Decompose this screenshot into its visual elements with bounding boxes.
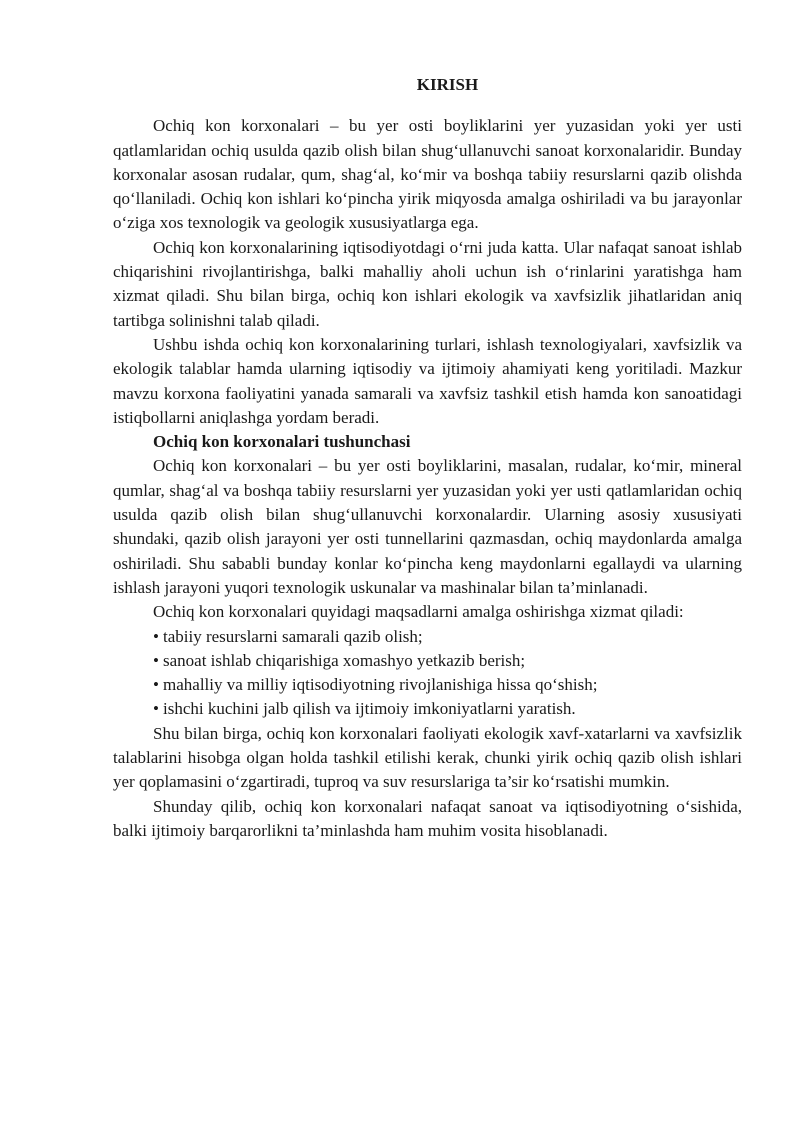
intro-paragraph-2: Ochiq kon korxonalarining iqtisodiyotdagi o‘rni juda katta. Ular nafaqat sanoat ishlab chiqarishini rivojlantirishga, balki mahalliy aholi uchun ish o‘rinlarini yaratishga ham xizmat qiladi. Shu bilan birga, ochiq kon ishlari ekologik va xavfsizlik jihatlaridan aniq tartibga solinishni talab qiladi.: [113, 237, 742, 330]
bullet-icon: •: [153, 626, 159, 646]
list-item: [153, 673, 742, 697]
section-heading: Ochiq kon korxonalari tushunchasi: [153, 432, 411, 452]
page-title: KIRISH: [416, 75, 479, 94]
section-paragraph-1: Ochiq kon korxonalari – bu yer osti boyliklarini, masalan, rudalar, ko‘mir, mineral qumlar, shag‘al va boshqa tabiiy resurslarni yer yuzasidan yoki yer usti qatlamlaridan ochiq usulda qazib olish bilan shug‘ullanuvchi korxonalardir. Ularning asosiy xususiyati shundaki, qazib olish jarayoni yer osti tunnellarini qazmasdan, ochiq maydonlarda amalga oshiriladi. Shu sababli bunday konlar ko‘pincha keng maydonlarni egallaydi va ularning ishlash jarayoni yuqori texnologik uskunalar va mashinalar bilan ta’minlanadi.: [113, 456, 742, 597]
bullet-icon: •: [153, 699, 159, 719]
bullet-list: [113, 625, 742, 722]
list-item-text: mahalliy va milliy iqtisodiyotning rivojlanishiga hissa qo‘shish;: [163, 675, 598, 695]
list-intro: Ochiq kon korxonalari quyidagi maqsadlarni amalga oshirishga xizmat qiladi:: [153, 602, 684, 622]
conclusion-paragraph: Shunday qilib, ochiq kon korxonalari nafaqat sanoat va iqtisodiyotning o‘sishida, balki ijtimoiy barqarorlikni ta’minlashda ham muhim vosita hisoblanadi.: [113, 796, 742, 840]
bullet-icon: •: [153, 675, 159, 695]
list-item: [153, 697, 742, 721]
list-item: [153, 625, 742, 649]
document-page: [113, 73, 742, 843]
list-item-text: ishchi kuchini jalb qilish va ijtimoiy imkoniyatlarni yaratish.: [163, 699, 576, 719]
section-paragraph-2: Shu bilan birga, ochiq kon korxonalari faoliyati ekologik xavf-xatarlarni va xavfsizlik talablarini hisobga olgan holda tashkil etilishi kerak, chunki yirik ochiq qazib olish ishlari yer qoplamasini o‘zgartiradi, tuproq va suv resurslariga ta’sir ko‘rsatishi mumkin.: [113, 723, 742, 792]
list-item: [153, 649, 742, 673]
list-item-text: sanoat ishlab chiqarishiga xomashyo yetkazib berish;: [163, 650, 526, 670]
intro-paragraph-1: Ochiq kon korxonalari – bu yer osti boyliklarini yer yuzasidan yoki yer usti qatlamlaridan ochiq usulda qazib olish bilan shug‘ullanuvchi sanoat korxonalaridir. Bunday korxonalar asosan rudalar, qum, shag‘al, ko‘mir va boshqa tabiiy resurslarni qazib olishda qo‘llaniladi. Ochiq kon ishlari ko‘pincha yirik miqyosda amalga oshiriladi va bu jarayonlar o‘ziga xos texnologik va geologik xususiyatlarga ega.: [113, 116, 742, 233]
list-item-text: tabiiy resurslarni samarali qazib olish;: [163, 626, 423, 646]
bullet-icon: •: [153, 650, 159, 670]
intro-paragraph-3: Ushbu ishda ochiq kon korxonalarining turlari, ishlash texnologiyalari, xavfsizlik va ekologik talablar hamda ularning iqtisodiy va ijtimoiy ahamiyati keng yoritiladi. Mazkur mavzu korxona faoliyatini yanada samarali va xavfsiz tashkil etish hamda kon sanoatidagi istiqbollarni aniqlashga yordam beradi.: [113, 334, 742, 427]
